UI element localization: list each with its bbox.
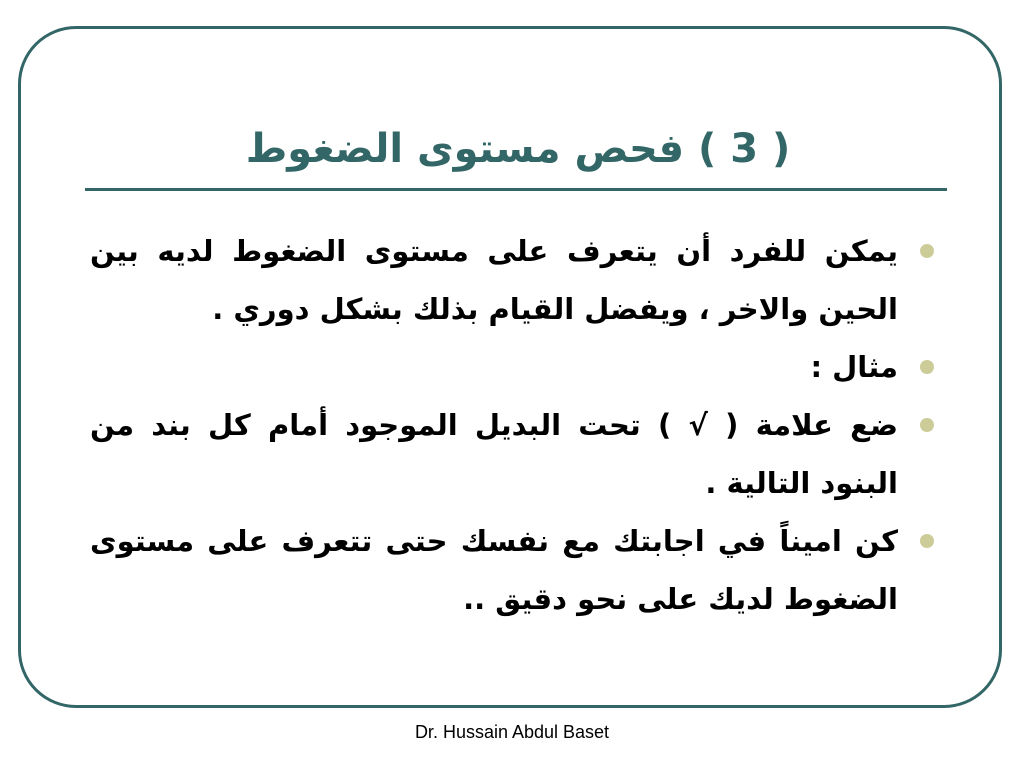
bullet-item xyxy=(90,222,938,338)
bullet-item xyxy=(90,512,938,628)
bullet-text: مثال : xyxy=(810,350,898,384)
bullet-dot-icon xyxy=(920,244,934,258)
slide-title: ( 3 ) فحص مستوى الضغوط xyxy=(245,126,791,172)
bullet-text: يمكن للفرد أن يتعرف على مستوى الضغوط لديه بين الحين والاخر ، ويفضل القيام بذلك بشكل دوري . xyxy=(90,234,898,326)
bullet-dot-icon xyxy=(920,418,934,432)
title-divider xyxy=(85,188,947,191)
bullet-dot-icon xyxy=(920,360,934,374)
bullet-text: ضع علامة ( √ ) تحت البديل الموجود أمام كل بند من البنود التالية . xyxy=(90,408,898,500)
bullet-text: كن اميناً في اجابتك مع نفسك حتى تتعرف على مستوى الضغوط لديك على نحو دقيق .. xyxy=(90,524,898,616)
bullet-item xyxy=(90,396,938,512)
bullet-item xyxy=(90,338,938,396)
bullet-dot-icon xyxy=(920,534,934,548)
slide-footer: Dr. Hussain Abdul Baset xyxy=(414,722,610,742)
bullet-list xyxy=(90,222,938,628)
